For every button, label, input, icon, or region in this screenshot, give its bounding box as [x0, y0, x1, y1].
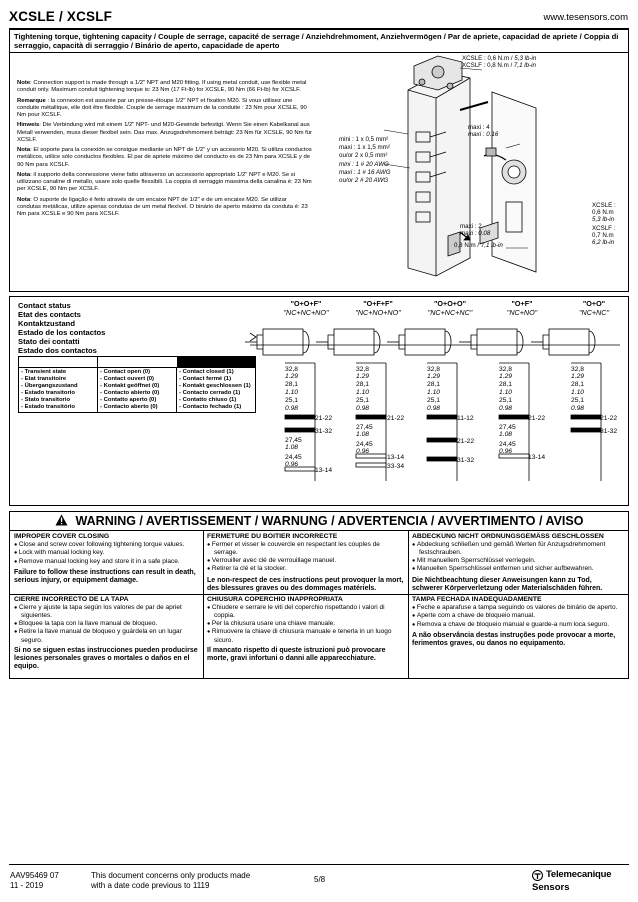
- warning-fr: FERMETURE DU BOITIER INCORRECTE ● Fermer et visser le couvercle en respectant les couples de serrage. ● Verrouiller avec clé de verrouillage manuel. ● Retirer la clé et la stocker. Le non-respect de ces instructions peut provoquer la mort, des blessures graves ou des dommages matériels.: [203, 531, 408, 595]
- side-torque-xcslf: XCSLF :: [592, 225, 616, 232]
- warning-triangle-icon: [55, 513, 68, 532]
- term-31-32: 31-32: [457, 457, 475, 464]
- actuator-curve: [374, 331, 380, 353]
- top-torque-label: XCSLE : 0,6 N.m / 5,3 lb-in: [462, 55, 537, 62]
- warning-es: CIERRE INCORRECTO DE LA TAPA ● Cierre y ajuste la tapa según los valores de par de apriet siguientes. ● Bloquee la tapa con la llave manual de bloqueo. ● Retire la llave manual de bloqueo y guárdela en un lugar seguro. Si no se siguen estas instrucciones pueden producirse lesiones personales graves o mortales o daños en el equipo.: [10, 594, 203, 673]
- closed-contact-bar: [285, 415, 315, 419]
- dim-28-1: 28,1: [356, 381, 370, 388]
- warning-de: ABDECKUNG NICHT ORDNUNGSGEMÄSS GESCHLOSSEN ● Abdeckung schließen und gemäß Werten für Anzugsdrehmoment festschrauben. ● Mit manuellem Sperrschlüssel verriegeln. ● Manuellen Sperrschlüssel entfernen und sicher aufbewahren. Die Nichtbeachtung dieser Anweisungen kann zu Tod, schwerer Körperverletzung oder Materialschäden führen.: [408, 531, 628, 595]
- dim-24-45: 24,45: [285, 454, 302, 461]
- closed-contact-bar: [571, 415, 601, 419]
- dim-0-96: 0.96: [285, 461, 299, 468]
- wire-or-mm: ou/or 2 x 0,5 mm²: [339, 152, 388, 159]
- warning-it: CHIUSURA COPERCHIO INAPPROPRIATA ● Chiudere e serrare le viti del coperchio rispettando i valori di coppia. ● Per la chiusura usare una chiave manuale. ● Rimuovere la chiave di chiusura manuale e tenerla in un luogo sicuro. Il mancato rispetto di queste istruzioni può provocare morte, gravi infortuni o danni alle apparecchiature.: [203, 594, 408, 665]
- closed-contact-bar: [499, 415, 529, 419]
- dim-1-08: 1.08: [356, 431, 370, 438]
- dim-0-98: 0.98: [499, 405, 513, 412]
- term-21-22: 21-22: [315, 415, 333, 422]
- torque-section: [9, 29, 629, 292]
- warning-section: [9, 511, 629, 679]
- dim-27-45: 27,45: [356, 424, 373, 431]
- dim-1-29: 1.29: [285, 373, 299, 380]
- dim-32-8: 32,8: [499, 366, 513, 373]
- term-31-32: 31-32: [315, 428, 333, 435]
- open-contact-bar: [356, 463, 386, 467]
- legend-open: - Contact open (0) - Contact ouvert (0) - Kontakt geöffnet (0) - Contacto abierto (0) - Contatto aperto (0) - Contacto aberto (0): [97, 368, 176, 412]
- connection-notes: [17, 80, 312, 222]
- torque-heading: Tightening torque, tightening capacity / Couple de serrage, capacité de serrage / Anziehdrehmoment, Anziehvermögen / Par de apriete, capacidad de apriete / Coppia di serraggio, capacità di serraggio / Binário de aperto, capacidade de aperto: [10, 30, 628, 53]
- dim-27-45: 27,45: [285, 437, 302, 444]
- dim-28-1: 28,1: [285, 381, 299, 388]
- side-torque-xcsle-nm: 0,6 N.m: [592, 209, 614, 216]
- term-11-12: 11-12: [457, 415, 474, 422]
- dim-32-8: 32,8: [571, 366, 585, 373]
- actuator-head: [549, 329, 589, 355]
- warning-grid: [10, 531, 628, 678]
- actuator-head: [477, 329, 517, 355]
- closed-contact-bar: [427, 438, 457, 442]
- brand-logo: Telemecanique Sensors: [532, 869, 612, 893]
- config-o-f: "O+F" "NC+NO": [506, 299, 538, 317]
- term-21-22: 21-22: [528, 415, 546, 422]
- actuator-curve: [517, 331, 523, 353]
- term-13-14: 13-14: [387, 454, 405, 461]
- wire-maxi-awg: maxi : 1 # 16 AWG: [339, 169, 391, 176]
- dim-0-98: 0.98: [285, 405, 299, 412]
- note-pt: Nota: O suporte de ligação é feito através de um encaixe NPT de 1/2" e de um encaixe M20. Se utilizar condutas metálicas, utilize apenas condutas de um metal flexível. O binário de aperto máximo da conduta é: 23 Nm para XCSLE e 90 Nm para XCSLF.: [17, 196, 308, 218]
- dim-27-45: 27,45: [499, 424, 516, 431]
- note-en: Note: Connection support is made through a 1/2" NPT and M20 fitting. If using metal conduit, use flexible metal conduit only. Maximum conduit tightening torque is: 23 Nm (17 Ft-lb) for XCSLE, 90 Nm (66 Ft-lb) for XCSLF.: [17, 80, 307, 94]
- wire-maxi-mm: maxi : 1 x 1,5 mm²: [339, 144, 390, 151]
- actuator-hook: [471, 335, 477, 349]
- dim-24-45: 24,45: [356, 441, 373, 448]
- note-es: Nota: El soporte para la conexión se consigue mediante un NPT de 1/2" y un accesorio M20. Si utiliza conductos metálicos, utilice sólo conductos flexibles. El par de apriete máximo del conducto es de 23 Nm para XCSLE y de 90 Nm para XCSLF.: [17, 147, 312, 168]
- document-reference: AAV95469 07 11 - 2019: [10, 871, 59, 890]
- side-torque-xcslf-nm: 0,7 N.m: [592, 232, 614, 239]
- dim-1-10: 1.10: [285, 389, 299, 396]
- actuator-hook: [543, 335, 549, 349]
- rail-end-left: [250, 333, 256, 341]
- maxi-008-label: maxi : 0.08: [460, 230, 491, 237]
- dim-28-1: 28,1: [571, 381, 585, 388]
- term-33-34: 33-34: [387, 463, 405, 470]
- term-21-22: 21-22: [387, 415, 405, 422]
- side-torque-xcslf-lb: 6,2 lb-in: [592, 239, 615, 246]
- dim-25-1: 25,1: [571, 397, 585, 404]
- contact-status-labels: Contact status Etat des contacts Kontaktzustand Estado de los contactos Stato dei contatti Estado dos contactos: [18, 301, 106, 356]
- actuator-hook: [257, 335, 263, 349]
- maxi-4-label: maxi : 4: [468, 124, 490, 131]
- config-o-o: "O+O" "NC+NC": [578, 299, 610, 317]
- side-torque-xcsle-lb: 5,3 lb-in: [592, 216, 615, 223]
- page-title: XCSLE / XCSLF: [9, 9, 113, 24]
- dim-1-29: 1.29: [571, 373, 585, 380]
- closed-contact-bar: [427, 457, 457, 461]
- dim-0-98: 0.98: [427, 405, 441, 412]
- config-o-o-o: "O+O+O" "NC+NC+NC": [427, 299, 473, 317]
- warning-pt: TAMPA FECHADA INADEQUADAMENTE ● Feche e aparafuse a tampa seguindo os valores de binário de aperto. ● Aperte com a chave de bloqueio manual. ● Remova a chave de bloqueio manual e guarde-a num loca seguro. A não observância destas instruções pode provocar a morte, ferimentos graves, ou danos no equipamento.: [408, 594, 628, 650]
- note-it: Nota: il supporto della connessione viene fatto attraverso un accessorio appropriato 1/2" NPT e M20. Se si utilizzano canaline di metallo, usare solo quelle flessibili. La coppia di serraggio massima della canalina è: 23 Nm per XCSLE, 90 Nm per XCSLF.: [17, 171, 312, 193]
- note-fr: Remarque : la connexion est assurée par un presse-étoupe 1/2" NPT et fixation M20. Si vous utilisez une conduite métallique, elle doit être flexible. Couple de serrage maximum de la conduite : 23 Nm pour XCSLE, 90 Nm pour XCSLF.: [17, 97, 307, 118]
- term-13-14: 13-14: [528, 454, 546, 461]
- maxi-2-label: maxi : 2: [460, 223, 482, 230]
- dim-25-1: 25,1: [499, 397, 513, 404]
- actuator-curve: [589, 331, 595, 353]
- dim-0-98: 0.98: [356, 405, 370, 412]
- actuator-head: [334, 329, 374, 355]
- dim-0-98: 0.98: [571, 405, 585, 412]
- closed-contact-bar: [427, 415, 457, 419]
- actuator-curve: [303, 331, 309, 353]
- dim-32-8: 32,8: [427, 366, 441, 373]
- dim-32-8: 32,8: [285, 366, 299, 373]
- dim-1-10: 1.10: [427, 389, 441, 396]
- actuator-head: [405, 329, 445, 355]
- term-21-22: 21-22: [457, 438, 475, 445]
- date-code-note: This document concerns only products made with a date code previous to 1119: [91, 871, 251, 890]
- dim-1-10: 1.10: [499, 389, 513, 396]
- page-number: 5/8: [314, 875, 326, 884]
- dim-25-1: 25,1: [285, 397, 299, 404]
- side-torque-xcsle: XCSLE :: [592, 202, 616, 209]
- dim-1-08: 1.08: [499, 431, 513, 438]
- actuator-hook: [399, 335, 405, 349]
- legend-transient: - Transient state - Etat transitoire - Übergangszustand - Estado transitorio - Stato transitorio - Estado transitório: [21, 369, 78, 410]
- dim-25-1: 25,1: [427, 397, 441, 404]
- dim-1-08: 1.08: [285, 444, 299, 451]
- term-13-14: 13-14: [315, 467, 333, 474]
- switch-wiring-figure: [310, 52, 628, 290]
- term-21-22: 21-22: [600, 415, 618, 422]
- dim-28-1: 28,1: [427, 381, 441, 388]
- dim-0-96: 0.96: [499, 448, 513, 455]
- dim-25-1: 25,1: [356, 397, 370, 404]
- brand-emblem-icon: [532, 870, 543, 881]
- dim-1-29: 1.29: [356, 373, 370, 380]
- top-torque-label-f: XCSLF : 0,8 N.m / 7,1 lb-in: [462, 62, 536, 69]
- dim-1-10: 1.10: [356, 389, 370, 396]
- contact-status-section: [9, 296, 629, 506]
- closed-contact-bar: [571, 428, 601, 432]
- dim-0-96: 0.96: [356, 448, 370, 455]
- actuator-curve: [445, 331, 451, 353]
- dim-24-45: 24,45: [499, 441, 516, 448]
- wire-mini-mm: mini : 1 x 0,5 mm²: [339, 136, 389, 143]
- wire-mini-awg: mini : 1 # 20 AWG: [339, 161, 389, 168]
- maxi-016-label: maxi : 0.16: [468, 131, 499, 138]
- warning-title: WARNING / AVERTISSEMENT / WARNUNG / ADVERTENCIA / AVVERTIMENTO / AVISO: [10, 512, 628, 531]
- warning-en: IMPROPER COVER CLOSING ● Close and screw cover following tightening torque values. ● Lock with manual locking key. ● Remove manual locking key and store it in a safe place. Failure to follow these instructions can result in death, serious injury, or equipment damage.: [10, 531, 203, 587]
- closed-contact-bar: [356, 415, 386, 419]
- legend-closed: - Contact closed (1) - Contact fermé (1) - Kontakt geschlossen (1) - Contacto cerrado (1) - Contatto chiuso (1) - Contacto fechado (1): [176, 368, 255, 412]
- config-o-f-f: "O+F+F" "NC+NO+NO": [355, 299, 401, 317]
- closed-contact-bar: [285, 428, 315, 432]
- dim-1-10: 1.10: [571, 389, 585, 396]
- footer-divider: [9, 864, 629, 865]
- website-url[interactable]: www.tesensors.com: [543, 12, 628, 23]
- bottom-torque-label: 0,8 N.m / 7,1 lb-in: [454, 242, 503, 249]
- term-31-32: 31-32: [600, 428, 618, 435]
- dim-1-29: 1.29: [427, 373, 441, 380]
- actuator-hook: [328, 335, 334, 349]
- wire-or-awg: ou/or 2 # 20 AWG: [339, 177, 389, 184]
- dim-1-29: 1.29: [499, 373, 513, 380]
- dim-28-1: 28,1: [499, 381, 513, 388]
- dim-32-8: 32,8: [356, 366, 370, 373]
- config-o-o-f: "O+O+F" "NC+NC+NO": [283, 299, 329, 317]
- note-de: Hinweis: Die Verbindung wird mit einem 1/2" NPT- und M20-Gewinde befestigt. Wenn Sie einen Kabelkanal aus Metall verwenden, muss dieser flexibel sein. Das max. Anzugsdrehmoment beträgt: 23 Nm für XCSLE, 90 Nm für XCSLF.: [17, 122, 312, 143]
- actuator-head: [263, 329, 303, 355]
